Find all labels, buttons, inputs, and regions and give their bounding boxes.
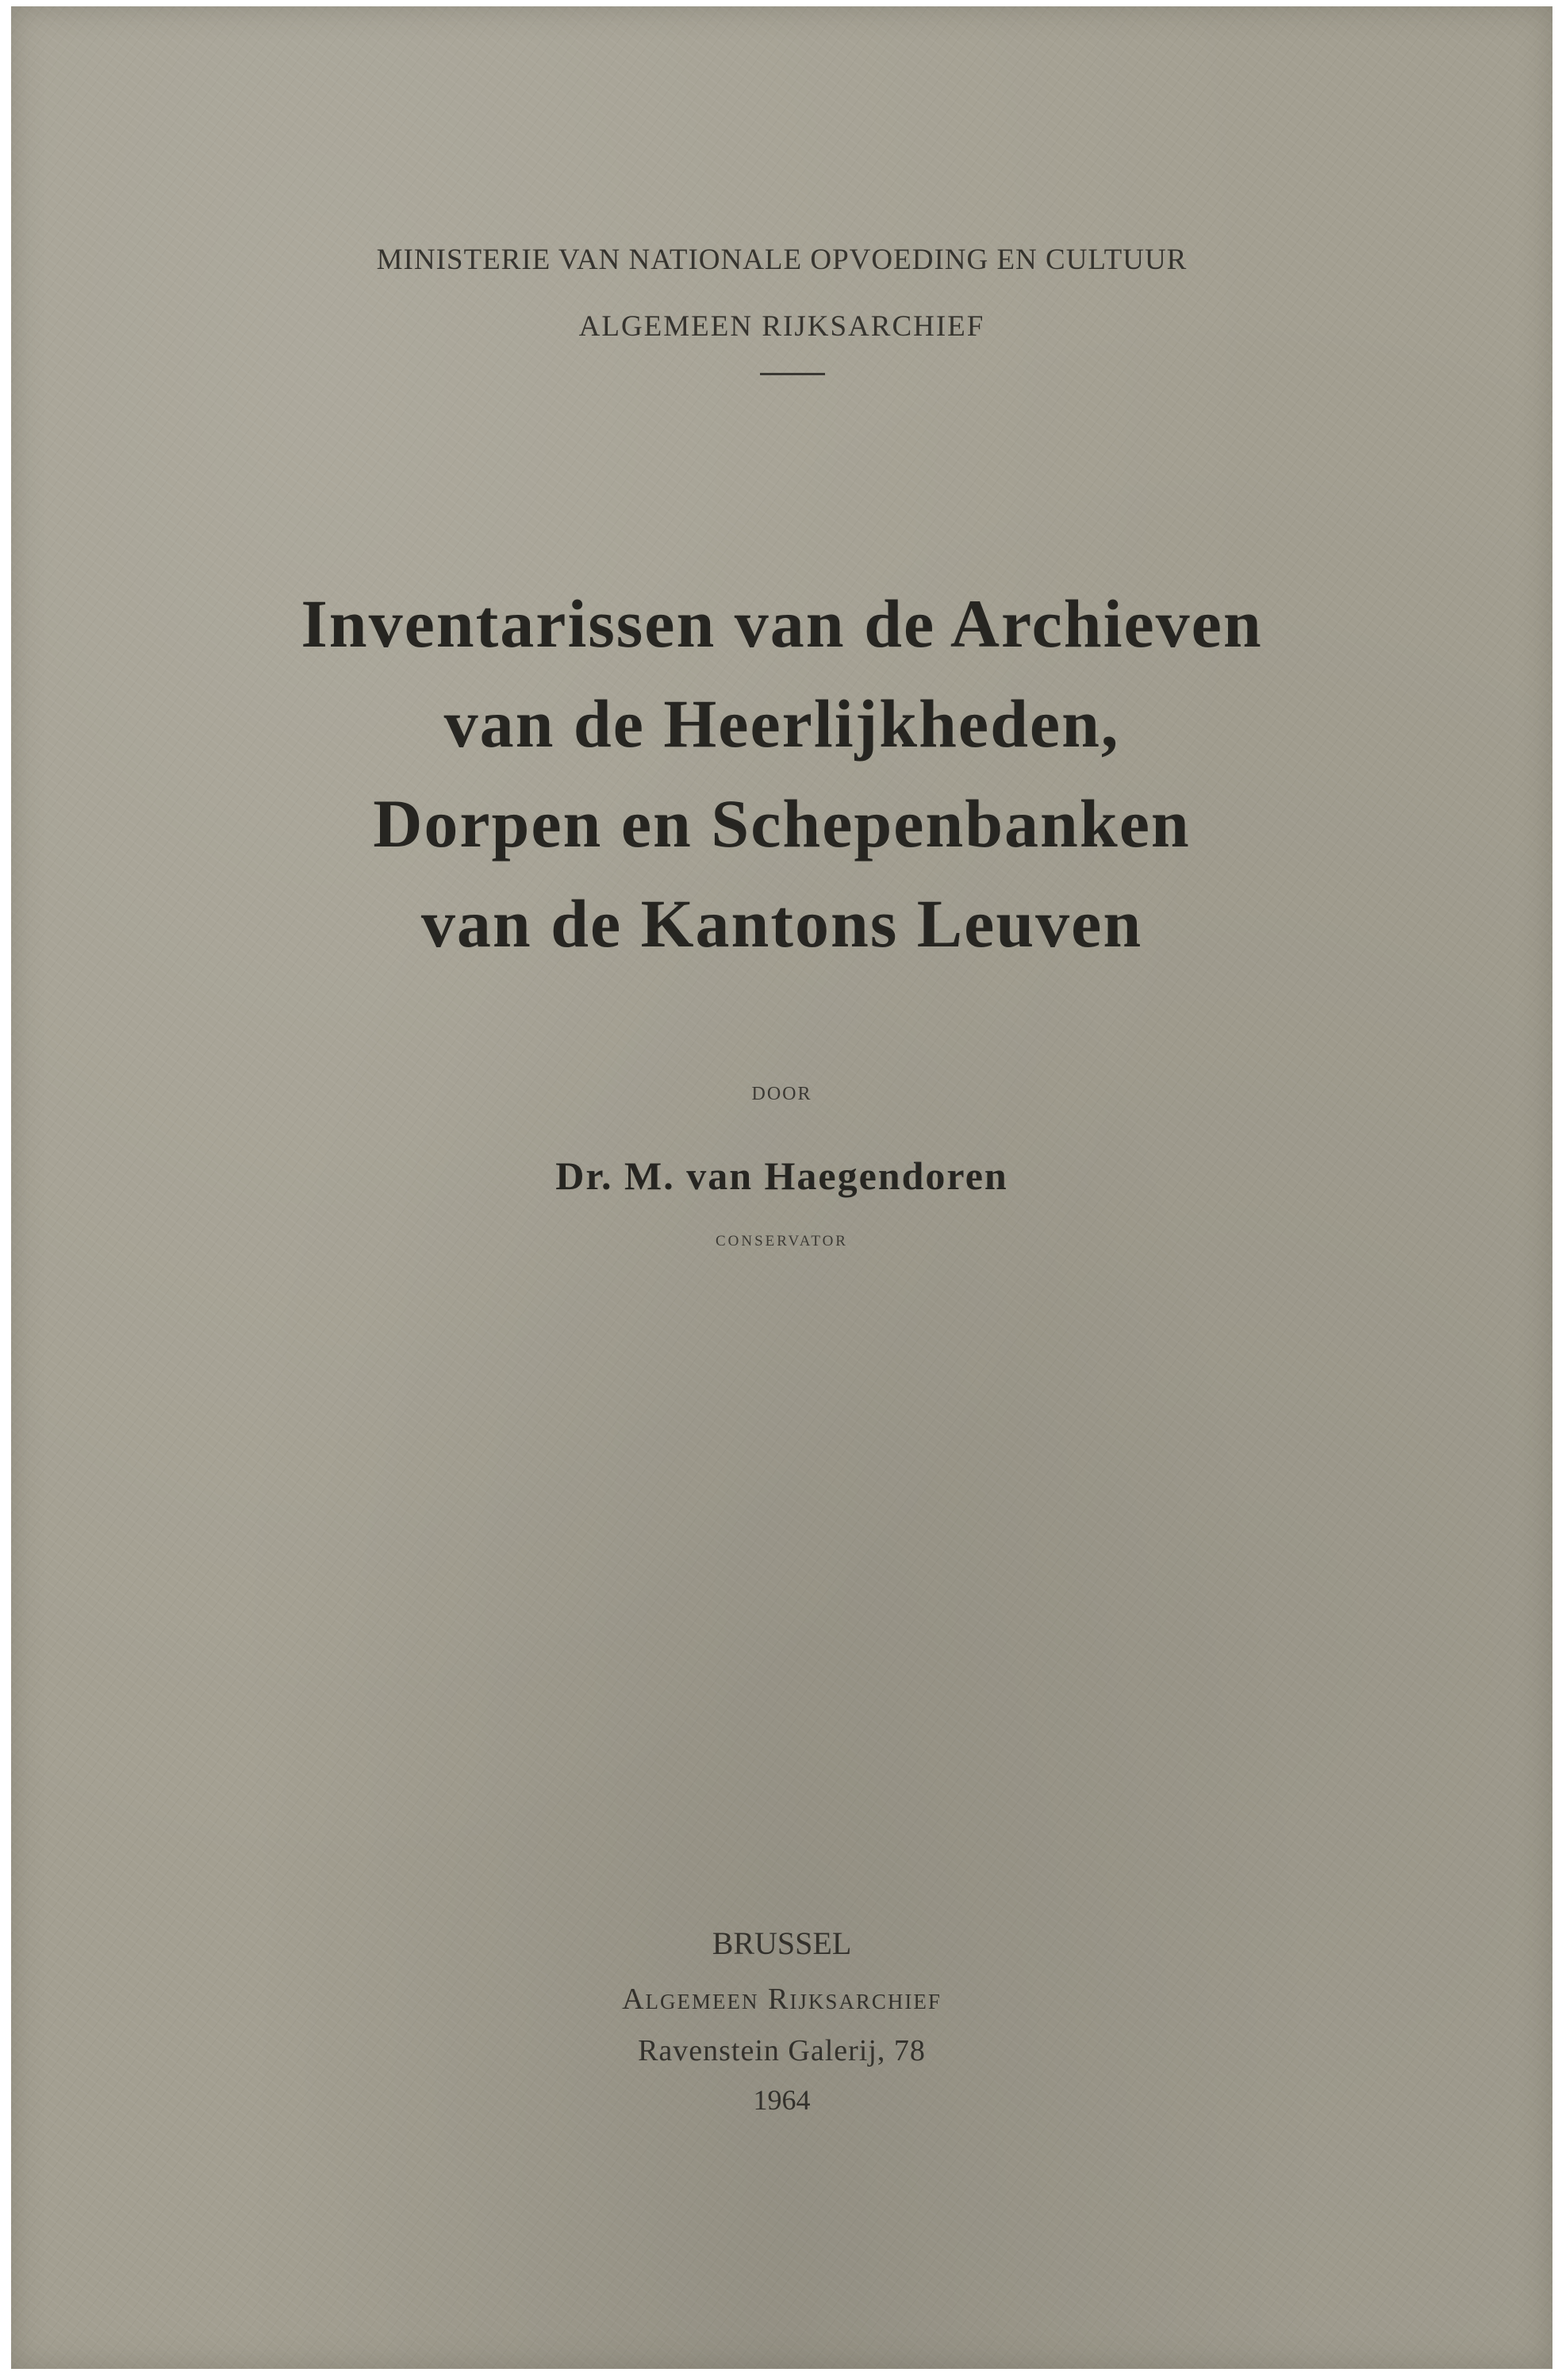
- book-title: [11, 574, 1552, 973]
- title-line-2: van de Heerlijkheden,: [443, 685, 1120, 762]
- author-name: Dr. M. van Haegendoren: [555, 1154, 1008, 1198]
- title-line-1: Inventarissen van de Archieven: [301, 585, 1263, 662]
- imprint-publisher: Algemeen Rijksarchief: [622, 1983, 942, 2016]
- imprint-year: 1964: [753, 2084, 811, 2116]
- archive-heading: ALGEMEEN RIJKSARCHIEF: [578, 310, 985, 343]
- title-line-4: van de Kantons Leuven: [420, 885, 1143, 962]
- imprint-address: Ravenstein Galerij, 78: [638, 2034, 926, 2067]
- byline-door: DOOR: [751, 1084, 812, 1104]
- ministry-heading: MINISTERIE VAN NATIONALE OPVOEDING EN CULTUUR: [376, 244, 1188, 276]
- imprint-city: BRUSSEL: [712, 1925, 852, 1961]
- divider-rule: [760, 373, 825, 375]
- author-role: CONSERVATOR: [716, 1233, 848, 1250]
- title-line-3: Dorpen en Schepenbanken: [373, 785, 1191, 862]
- book-cover: [11, 6, 1552, 2369]
